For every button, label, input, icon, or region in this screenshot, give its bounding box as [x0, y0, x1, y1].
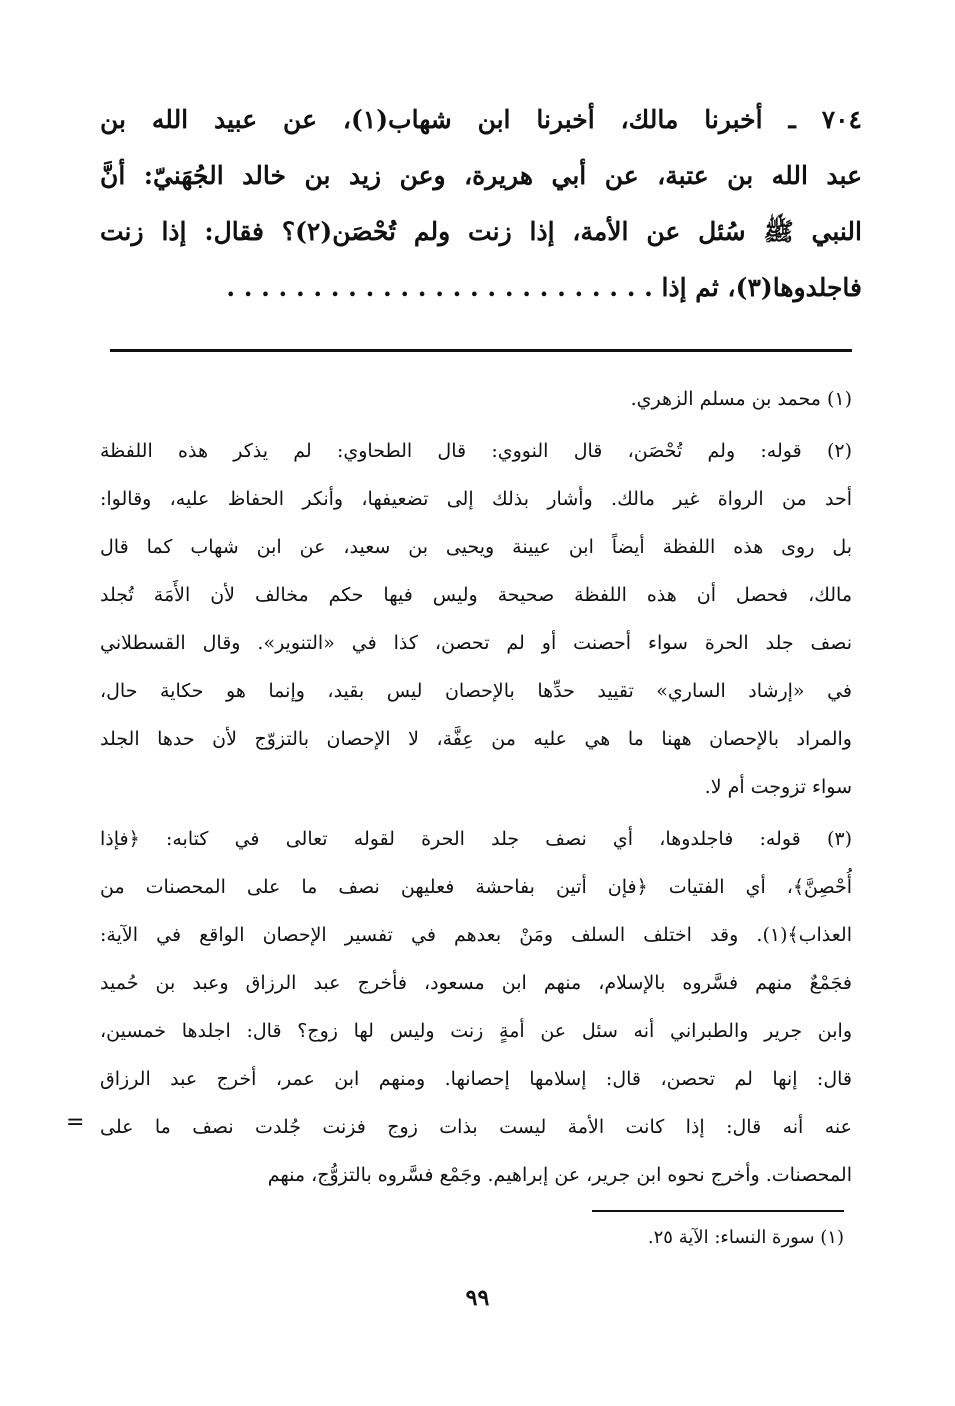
footnote-line: عنه أنه قال: إذا كانت الأمة ليست بذات زوج فزنت جُلدت نصف ما على [100, 1116, 852, 1138]
hadith-line: فاجلدوها(٣)، ثم إذا . . . . . . . . . . . . . . . . . . . . . . . . . [226, 273, 862, 302]
footnote-line: في «إرشاد الساري» تقييد حدِّها بالإحصان ليس بقيد، وإنما هو حكاية حال، [100, 680, 852, 702]
footnote-line: قال: إنها لم تحصن، قال: إسلامها إحصانها. ومنهم ابن عمر، أخرج عبد الرزاق [100, 1068, 852, 1090]
footnote-line: المحصنات. وأخرج نحوه ابن جرير، عن إبراهيم. وجَمْع فسَّروه بالتزوُّج، منهم [267, 1164, 852, 1186]
footnote-line: العذاب﴾(١). وقد اختلف السلف ومَنْ بعدهم في تفسير الإحصان الواقع في الآية: [100, 924, 852, 946]
footnote-line: نصف جلد الحرة سواء أحصنت أو لم تحصن، كذا في «التنوير». وقال القسطلاني [100, 632, 852, 654]
page-number: ٩٩ [465, 1285, 490, 1311]
footnote-line: سواء تزوجت أم لا. [704, 776, 852, 798]
footnote-line: (٣) قوله: فاجلدوها، أي نصف جلد الحرة لقوله تعالى في كتابه: ﴿فإذا [100, 828, 852, 850]
inner-footnote-divider [592, 1210, 844, 1212]
footnote-line: أُحْصِنَّ﴾، أي الفتيات ﴿فإن أتين بفاحشة فعليهن نصف ما على المحصنات من [100, 876, 852, 898]
footnote-line: والمراد بالإحصان ههنا ما هي عليه من عِفَّة، لا الإحصان بالتزوّج لأن حدها الجلد [100, 728, 852, 750]
footnote-line: مالك، فحصل أن هذه اللفظة صحيحة وليس فيها حكم مخالف لأن الأَمَة تُجلد [100, 584, 852, 606]
footnote-line: وابن جرير والطبراني أنه سئل عن أمةٍ زنت وليس لها زوج؟ قال: اجلدها خمسين، [100, 1020, 852, 1042]
hadith-line: عبد الله بن عتبة، عن أبي هريرة، وعن زيد بن خالد الجُهَنيّ: أنَّ [100, 161, 862, 190]
hadith-line: النبي ﷺ سُئل عن الأمة، إذا زنت ولم تُحْصَن(٢)؟ فقال: إذا زنت [100, 217, 862, 246]
hadith-text [100, 92, 862, 316]
footnote-line: (١) محمد بن مسلم الزهري. [630, 388, 852, 410]
footnote-line: بل روى هذه اللفظة أيضاً ابن عيينة ويحيى بن سعيد، عن ابن شهاب كما قال [100, 536, 852, 558]
footnote-divider [110, 349, 852, 352]
footnote-2 [100, 427, 852, 811]
footnote-1 [100, 375, 852, 423]
hadith-line: ٧٠٤ ـ أخبرنا مالك، أخبرنا ابن شهاب(١)، عن عبيد الله بن [100, 105, 862, 134]
footnote-line: (٢) قوله: ولم تُحْصَن، قال النووي: قال الطحاوي: لم يذكر هذه اللفظة [100, 440, 852, 462]
footnote-line: فجَمْعٌ منهم فسَّروه بالإسلام، منهم ابن مسعود، فأخرج عبد الرزاق وعبد بن حُميد [100, 972, 852, 994]
footnote-3 [100, 815, 852, 1199]
footnotes [100, 375, 852, 1203]
inner-footnote: (١) سورة النساء: الآية ٢٥. [647, 1227, 844, 1248]
footnote-line: أحد من الرواة غير مالك. وأشار بذلك إلى تضعيفها، وأنكر الحفاظ عليه، وقالوا: [100, 488, 852, 510]
continuation-marker: = [66, 1110, 85, 1135]
